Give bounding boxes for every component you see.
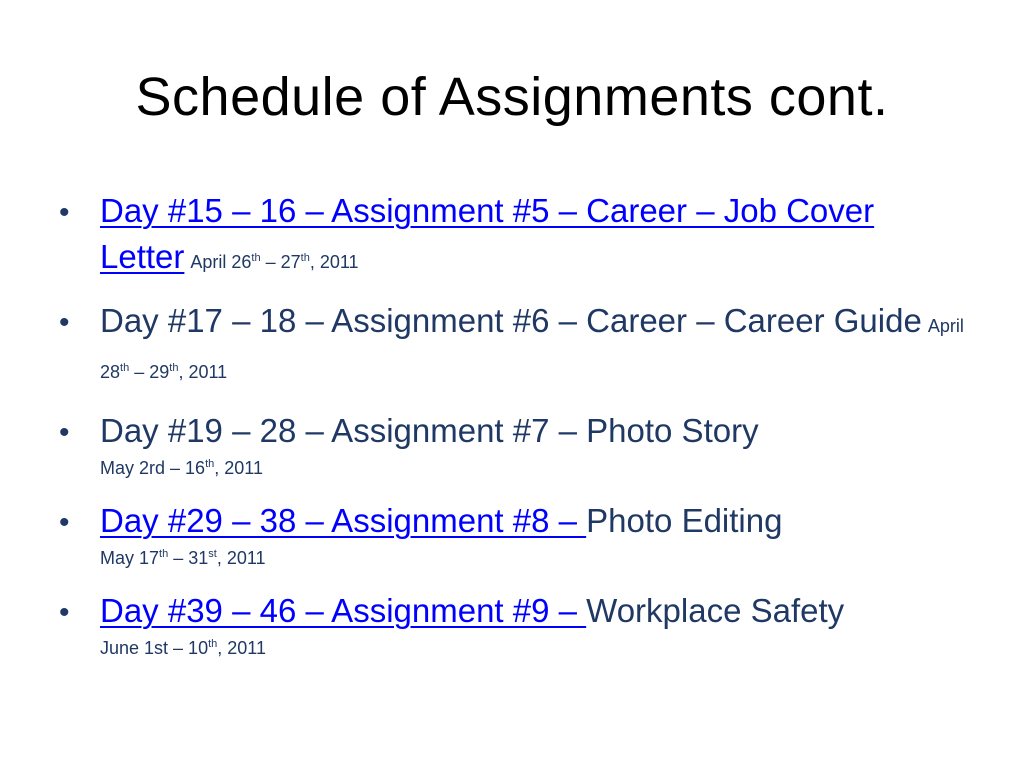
list-item bbox=[50, 188, 980, 280]
bullet-icon: • bbox=[59, 196, 70, 229]
list-item bbox=[50, 498, 980, 570]
assignment-7-text: Day #19 – 28 – Assignment #7 – Photo Story bbox=[100, 412, 759, 449]
bullet-icon: • bbox=[59, 596, 70, 629]
date-range: April 28th – 29th, 2011 bbox=[100, 316, 964, 382]
assignment-5-link[interactable]: Day #15 – 16 – Assignment #5 – Career – Job Cover Letter bbox=[100, 192, 875, 275]
item-text bbox=[100, 412, 759, 449]
assignment-6-text: Day #17 – 18 – Assignment #6 – Career – Career Guide bbox=[100, 302, 922, 339]
bullet-icon: • bbox=[59, 416, 70, 449]
assignment-8-text: Photo Editing bbox=[586, 502, 783, 539]
item-text bbox=[100, 302, 964, 385]
list-item bbox=[50, 298, 980, 390]
date-range: May 2rd – 16th, 2011 bbox=[100, 458, 263, 478]
date-range: April 26th – 27th, 2011 bbox=[190, 252, 359, 272]
assignment-9-text: Workplace Safety bbox=[586, 592, 845, 629]
bullet-icon: • bbox=[59, 306, 70, 339]
assignment-8-link[interactable]: Day #29 – 38 – Assignment #8 – bbox=[100, 502, 587, 539]
assignment-9-link[interactable]: Day #39 – 46 – Assignment #9 – bbox=[100, 592, 587, 629]
slide-title: Schedule of Assignments cont. bbox=[135, 67, 889, 127]
item-text bbox=[100, 192, 874, 275]
list-item bbox=[50, 408, 980, 480]
date-range: May 17th – 31st, 2011 bbox=[100, 548, 266, 568]
date-range: June 1st – 10th, 2011 bbox=[100, 638, 266, 658]
list-item bbox=[50, 588, 980, 660]
item-text bbox=[100, 502, 782, 539]
assignment-list bbox=[50, 188, 980, 678]
bullet-icon: • bbox=[59, 506, 70, 539]
item-text bbox=[100, 592, 844, 629]
